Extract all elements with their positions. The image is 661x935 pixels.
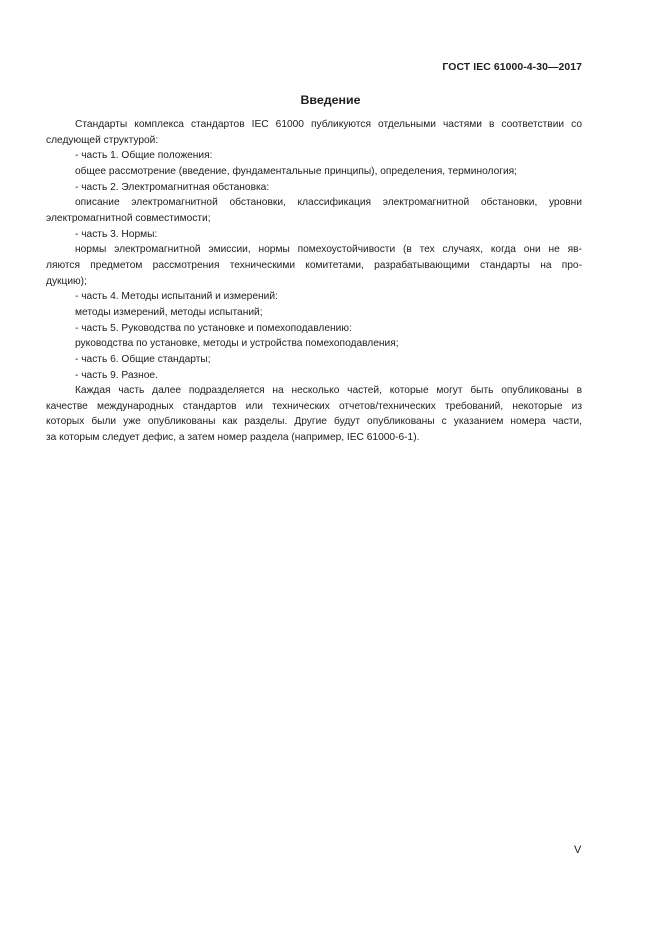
- list-item-part-1: - часть 1. Общие положения:: [75, 150, 213, 162]
- list-item-description: электромагнитной совместимости;: [46, 212, 211, 224]
- list-item-description: дукцию);: [46, 275, 87, 287]
- document-code: ГОСТ IEC 61000-4-30—2017: [442, 62, 582, 73]
- section-title: Введение: [300, 93, 361, 107]
- list-item-description: общее рассмотрение (введение, фундаментальные принципы), определения, терминология;: [75, 165, 518, 177]
- paragraph-line: следующей структурой:: [46, 134, 159, 146]
- list-item-description: ляются предметом рассмотрения техническими комитетами, разрабатывающими стандарты на про-: [46, 259, 582, 271]
- list-item-description: руководства по установке, методы и устройства помехоподавления;: [75, 338, 399, 350]
- paragraph-line: Каждая часть далее подразделяется на несколько частей, которые могут быть опубликованы в: [75, 385, 582, 397]
- list-item-part-5: - часть 5. Руководства по установке и помехоподавлению:: [75, 322, 352, 334]
- paragraph-line: которых были уже опубликованы как разделы. Другие будут опубликованы с указанием номера части,: [46, 416, 582, 428]
- list-item-part-9: - часть 9. Разное.: [75, 369, 158, 381]
- paragraph-line: Стандарты комплекса стандартов IEC 61000 публикуются отдельными частями в соответствии со: [75, 119, 582, 130]
- list-item-description: описание электромагнитной обстановки, классификация электромагнитной обстановки, уровни: [75, 197, 582, 209]
- introduction-body: [46, 117, 582, 446]
- list-item-part-2: - часть 2. Электромагнитная обстановка:: [75, 181, 270, 193]
- list-item-part-3: - часть 3. Нормы:: [75, 228, 158, 240]
- list-item-part-4: - часть 4. Методы испытаний и измерений:: [75, 291, 278, 303]
- list-item-part-6: - часть 6. Общие стандарты;: [75, 353, 211, 365]
- page-number: V: [574, 844, 582, 856]
- list-item-description: методы измерений, методы испытаний;: [75, 306, 263, 318]
- paragraph-line: за которым следует дефис, а затем номер раздела (например, IEC 61000-6-1).: [46, 432, 420, 444]
- paragraph-line: качестве международных стандартов или технических отчетов/технических требований, некоторые из: [46, 400, 582, 412]
- list-item-description: нормы электромагнитной эмиссии, нормы помехоустойчивости (в тех случаях, когда они не яв-: [75, 244, 582, 256]
